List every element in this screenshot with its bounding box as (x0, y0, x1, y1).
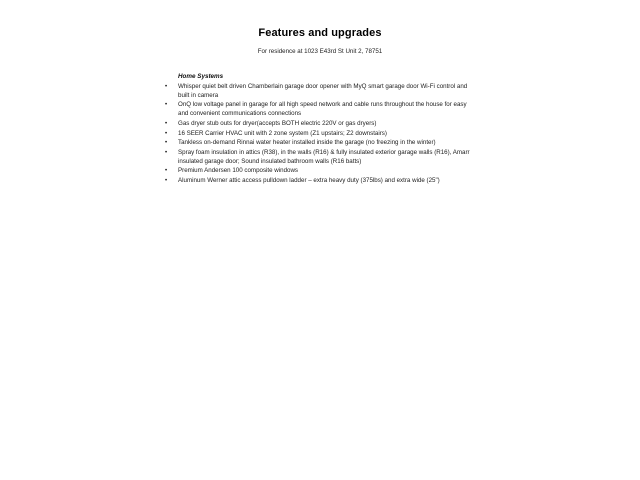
list-item-text: Aluminum Werner attic access pulldown ladder – extra heavy duty (375lbs) and extra wide (25") (178, 177, 440, 185)
bullet-icon: • (165, 150, 168, 157)
list-item-text: 16 SEER Carrier HVAC unit with 2 zone system (Z1 upstairs; Z2 downstairs) (178, 129, 387, 137)
bullet-icon: • (165, 120, 168, 127)
list-item (165, 119, 478, 129)
list-item (165, 101, 478, 118)
feature-list (165, 83, 478, 186)
list-item (165, 83, 478, 100)
list-item-text: Spray foam insulation in attics (R38), in the walls (R16) & fully insulated exterior garage walls (R16), Amarr insulated garage door; Sound insulated bathroom walls (R16 batts) (178, 149, 470, 165)
list-item (165, 129, 478, 139)
home-systems-section (165, 73, 478, 187)
list-item-text: Premium Andersen 100 composite windows (178, 167, 299, 175)
list-item-text: Gas dryer stub outs for dryer(accepts BOTH electric 220V or gas dryers) (178, 119, 377, 127)
list-item-text: OnQ low voltage panel in garage for all high speed network and cable runs throughout the house for easy and convenient communications connections (178, 101, 467, 117)
list-item (165, 177, 478, 186)
document-title: Features and upgrades (258, 27, 382, 39)
bullet-icon: • (165, 130, 168, 137)
bullet-icon: • (165, 168, 168, 175)
list-item-text: Whisper quiet belt driven Chamberlain garage door opener with MyQ smart garage door Wi-Fi control and built in camera (178, 83, 468, 99)
bullet-icon: • (165, 102, 168, 109)
bullet-icon: • (165, 178, 168, 185)
list-item (165, 139, 478, 148)
list-item (165, 149, 478, 166)
bullet-icon: • (165, 84, 168, 90)
list-item (165, 167, 478, 176)
document-subtitle: For residence at 1023 E43rd St Unit 2, 78751 (257, 48, 383, 55)
list-item-text: Tankless on-demand Rinnai water heater installed inside the garage (no freezing in the winter) (178, 139, 436, 147)
section-heading: Home Systems (178, 73, 224, 80)
bullet-icon: • (165, 140, 168, 147)
